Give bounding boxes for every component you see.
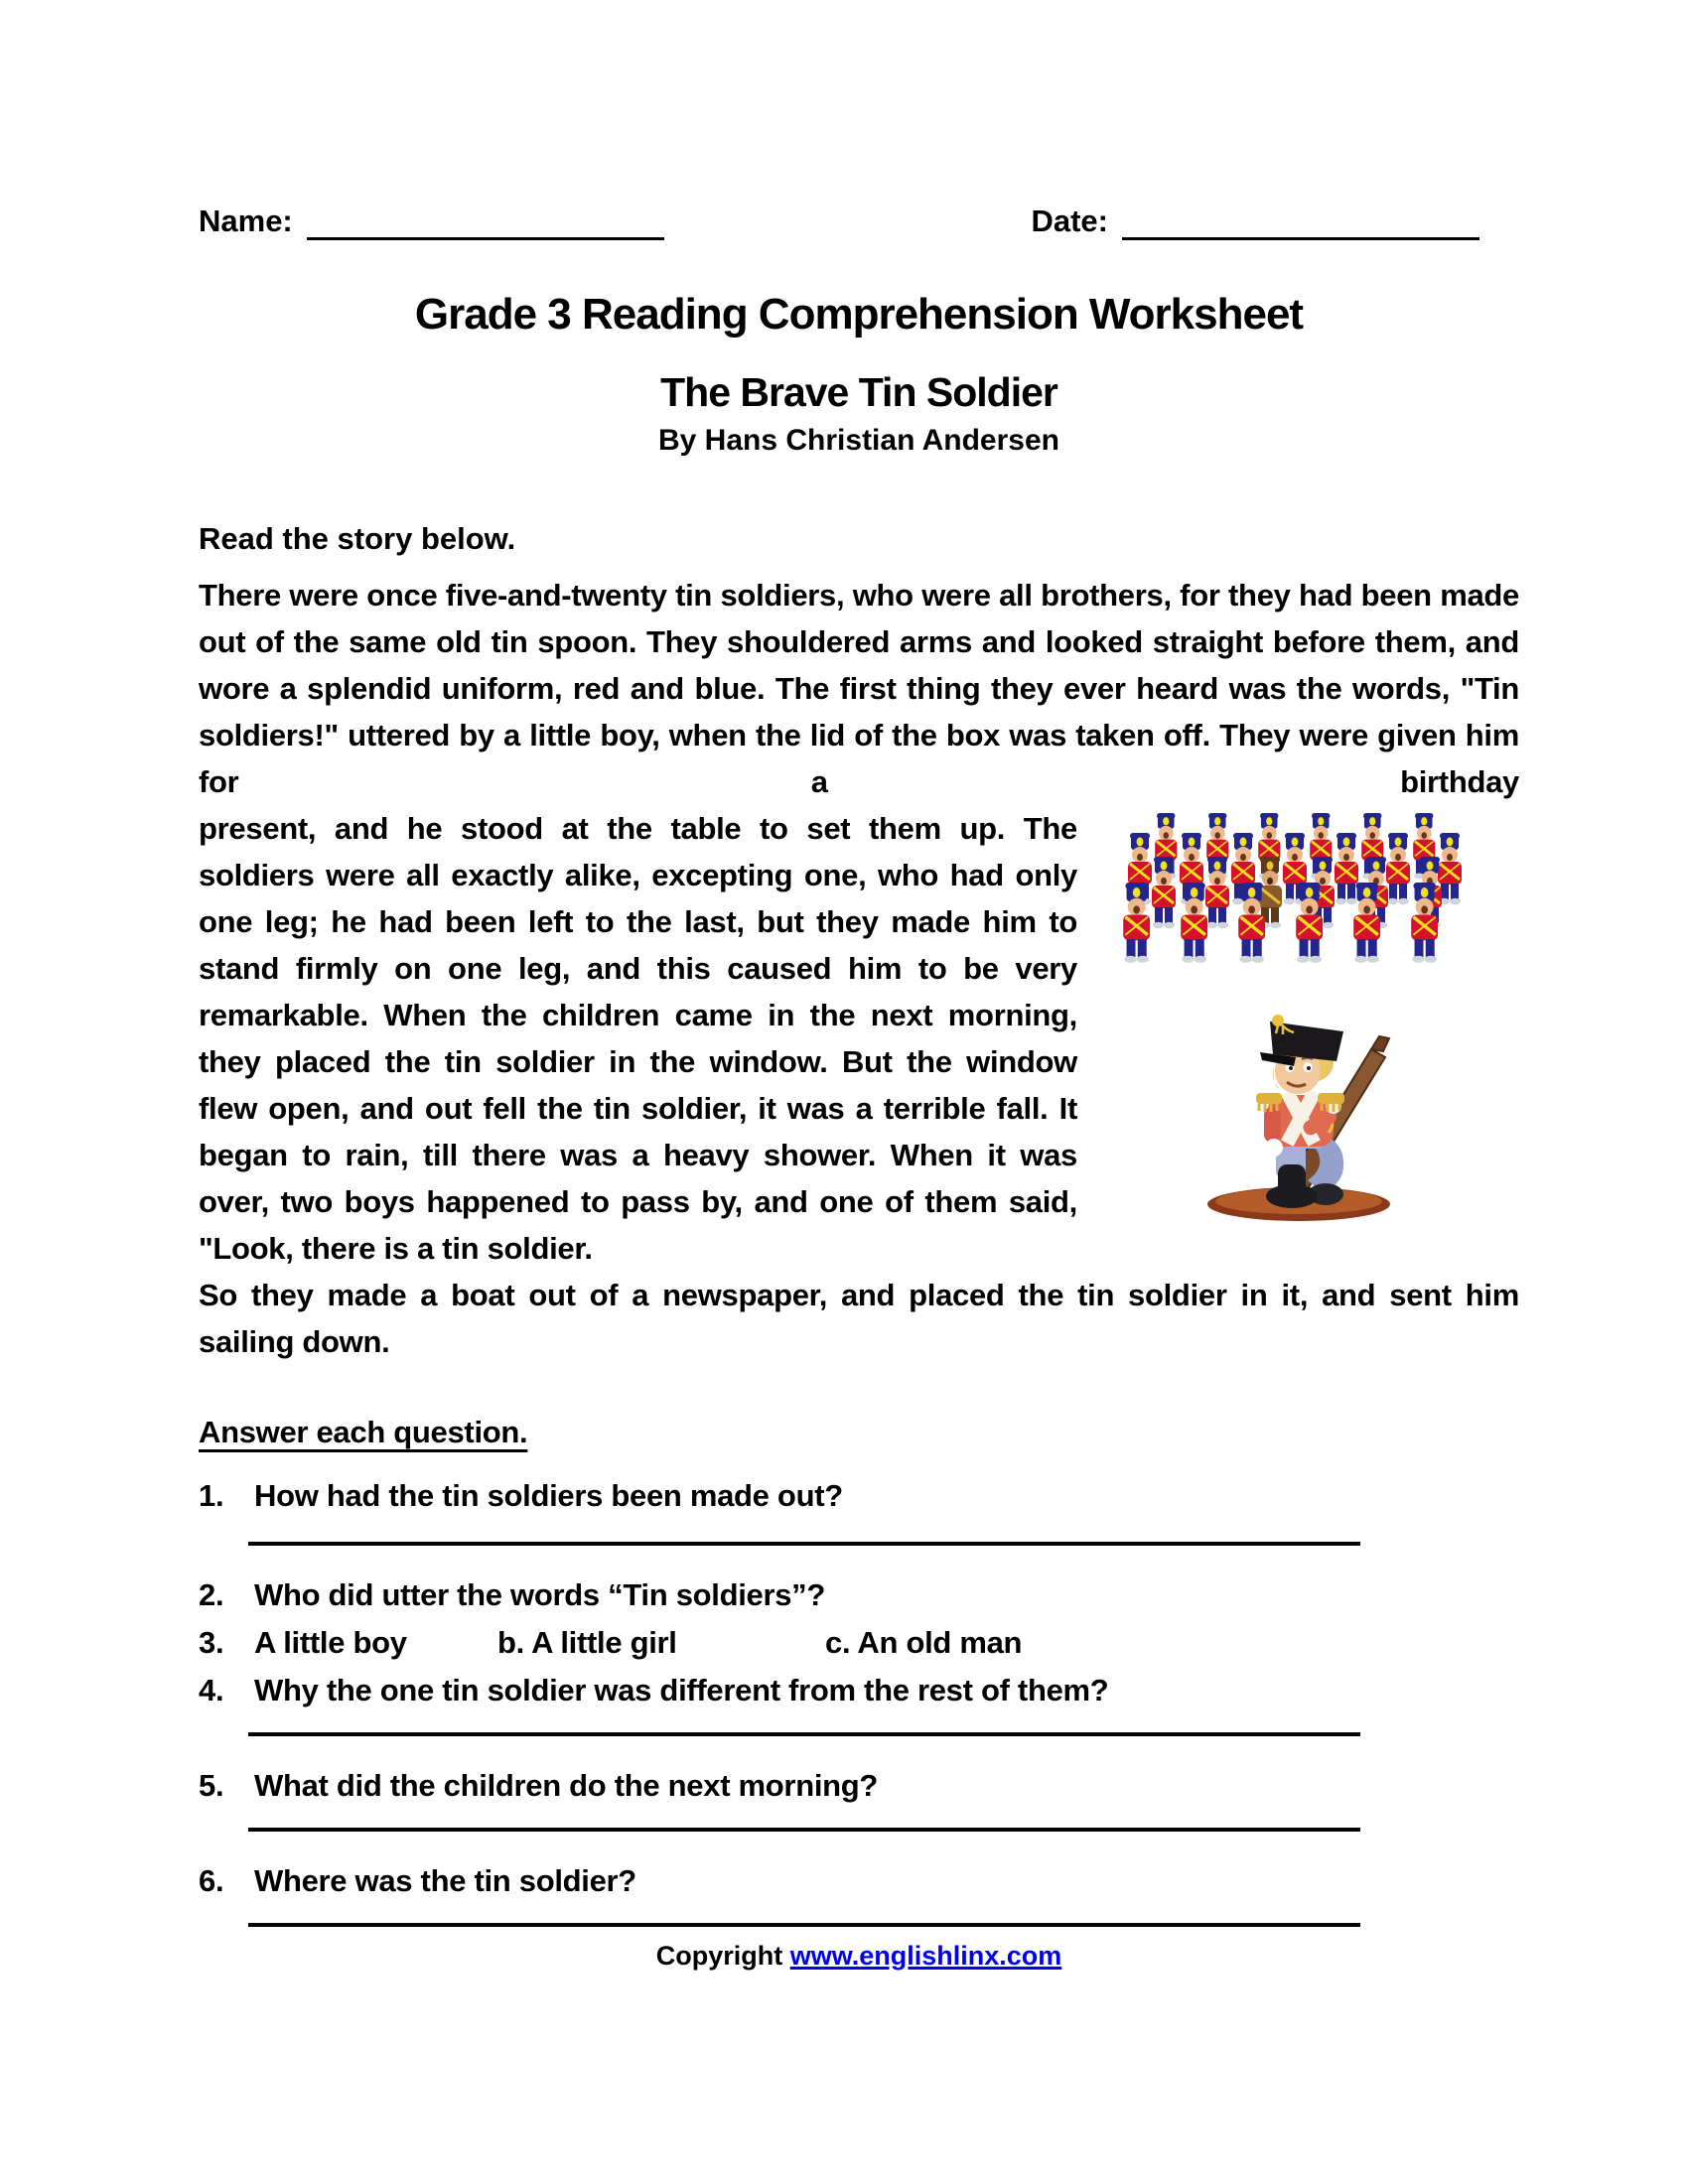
question-2-text: Who did utter the words “Tin soldiers”?	[254, 1577, 826, 1612]
footer	[199, 1939, 1519, 1973]
story-title: The Brave Tin Soldier	[660, 369, 1057, 415]
question-3-option-c: c. An old man	[825, 1625, 1023, 1660]
byline: By Hans Christian Andersen	[658, 424, 1059, 457]
story-paragraph-2: present, and he stood at the table to set them up. The soldiers were all exactly alike, excepting one, who had only one leg; he had been left to the last, but they made him to stand firmly on one leg, and this caused him to be very remarkable. When the children came in the next morning, they placed the tin soldier in the window. But the window flew open, and out fell the tin soldier, it was a terrible fall. It began to rain, till there was a heavy shower. When it was over, two boys happened to pass by, and one of them said, "Look, there is a tin soldier.	[199, 811, 1077, 1266]
answer-line-3	[248, 1828, 1360, 1832]
question-4	[199, 1667, 1519, 1714]
question-3-number: 3.	[199, 1625, 224, 1660]
question-3-options	[199, 1619, 1519, 1667]
name-blank-line	[307, 237, 664, 240]
question-4-text: Why the one tin soldier was different from the rest of them?	[254, 1673, 1109, 1707]
englishlinx-link[interactable]: www.englishlinx.com	[789, 1941, 1062, 1971]
name-label: Name:	[199, 204, 293, 238]
date-label: Date:	[1031, 204, 1108, 238]
question-2	[199, 1571, 1519, 1619]
header	[199, 204, 1519, 240]
answer-line-4	[248, 1923, 1360, 1927]
question-5	[199, 1762, 1519, 1810]
question-2-number: 2.	[199, 1577, 224, 1612]
question-3-option-b: b. A little girl	[497, 1625, 677, 1660]
name-field	[199, 204, 664, 240]
tin-soldiers-group-image	[1107, 813, 1514, 992]
question-6-text: Where was the tin soldier?	[254, 1863, 636, 1898]
question-5-number: 5.	[199, 1768, 224, 1803]
question-6-number: 6.	[199, 1863, 224, 1898]
questions-heading: Answer each question.	[199, 1415, 528, 1449]
question-1-text: How had the tin soldiers been made out?	[254, 1478, 843, 1513]
tin-soldier-image	[1175, 1006, 1423, 1234]
date-blank-line	[1122, 237, 1479, 240]
page-title: Grade 3 Reading Comprehension Worksheet	[414, 290, 1304, 339]
copyright-label: Copyright	[655, 1941, 783, 1971]
question-1	[199, 1472, 1519, 1520]
question-6	[199, 1857, 1519, 1905]
story-paragraph-3: So they made a boat out of a newspaper, and placed the tin soldier in it, and sent him sailing down.	[199, 1278, 1519, 1359]
story-wrap-row	[199, 805, 1519, 1272]
date-field	[1031, 204, 1479, 240]
story-images	[1077, 805, 1519, 1234]
question-1-number: 1.	[199, 1478, 224, 1513]
answer-line-2	[248, 1732, 1360, 1736]
answer-line-1	[248, 1542, 1360, 1546]
question-3-option-a: A little boy	[254, 1625, 407, 1660]
read-instruction: Read the story below.	[199, 521, 516, 556]
story-paragraph-1: There were once five-and-twenty tin soldiers, who were all brothers, for they had been made out of the same old tin spoon. They shouldered arms and looked straight before them, and wore a splendid uniform, red and blue. The first thing they ever heard was the words, "Tin soldiers!" uttered by a little boy, when the lid of the box was taken off. They were given him for a birthday	[199, 578, 1519, 799]
question-5-text: What did the children do the next morning?	[254, 1768, 879, 1803]
question-4-number: 4.	[199, 1673, 224, 1707]
